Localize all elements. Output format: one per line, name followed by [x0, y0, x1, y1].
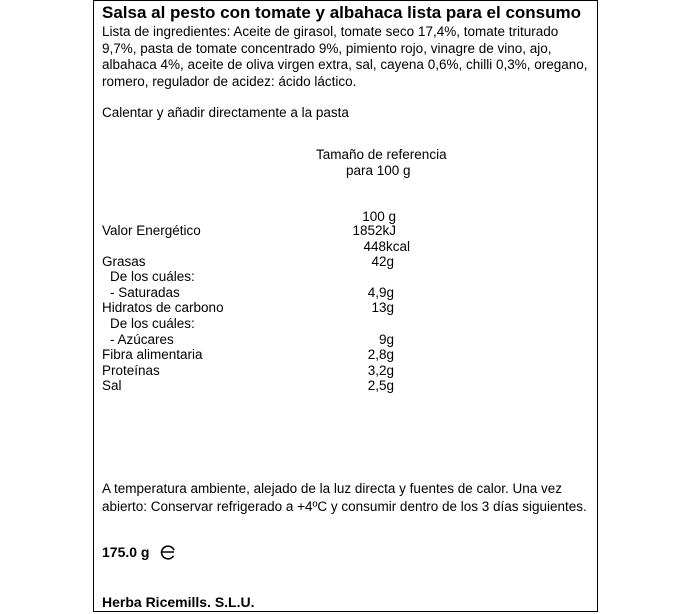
- estimated-sign-icon: [159, 543, 176, 561]
- nutrient-value: 3,2g: [367, 363, 394, 378]
- nutrient-value: 2,5g: [367, 378, 394, 393]
- product-label: [93, 0, 598, 612]
- net-weight: 175.0 g: [102, 544, 150, 560]
- product-title: Salsa al pesto con tomate y albahaca lista para el consumo: [102, 3, 582, 22]
- nutrient-value: 4,9g: [367, 285, 394, 300]
- nutrient-label: Sal: [102, 378, 122, 393]
- nutrient-label: Proteínas: [102, 363, 160, 378]
- energy-label: Valor Energético: [102, 223, 201, 238]
- nutrient-label: - Saturadas: [110, 285, 180, 300]
- nutrient-label: Hidratos de carbono: [102, 300, 224, 315]
- per-100g-header: 100 g: [362, 209, 396, 224]
- ingredients-list: Lista de ingredientes: Aceite de girasol, tomate seco 17,4%, tomate triturado 9,7%, pasta de tomate concentrado 9%, pimiento rojo, vinagre de vino, ajo, albahaca 4%, aceite de oliva virgen extra, sal, cayena 0,6%, chilli 0,3%, oregano, romero, regulador de acidez: ácido láctico.: [102, 24, 588, 89]
- company-name: Herba Ricemills. S.L.U.: [102, 594, 255, 610]
- nutrient-sublabel: De los cuáles:: [110, 269, 195, 284]
- nutrient-label: Fibra alimentaria: [102, 347, 203, 362]
- reference-size-unit: para 100 g: [346, 163, 411, 178]
- preparation-instructions: Calentar y añadir directamente a la pasta: [102, 105, 349, 120]
- reference-size-label: Tamaño de referencia: [316, 147, 447, 162]
- nutrient-value: 9g: [378, 332, 394, 347]
- energy-kj-value: 1852kJ: [352, 223, 396, 238]
- nutrient-sublabel: De los cuáles:: [110, 316, 195, 331]
- nutrient-value: 42g: [371, 254, 394, 269]
- nutrient-value: 2,8g: [367, 347, 394, 362]
- energy-kcal-value: 448kcal: [363, 239, 410, 254]
- nutrient-label: - Azúcares: [110, 332, 174, 347]
- nutrient-label: Grasas: [102, 254, 146, 269]
- storage-instructions: A temperatura ambiente, alejado de la luz directa y fuentes de calor. Una vez abierto: Conservar refrigerado a +4ºC y consumir dentro de los 3 días siguientes.: [102, 481, 587, 514]
- nutrient-value: 13g: [371, 300, 394, 315]
